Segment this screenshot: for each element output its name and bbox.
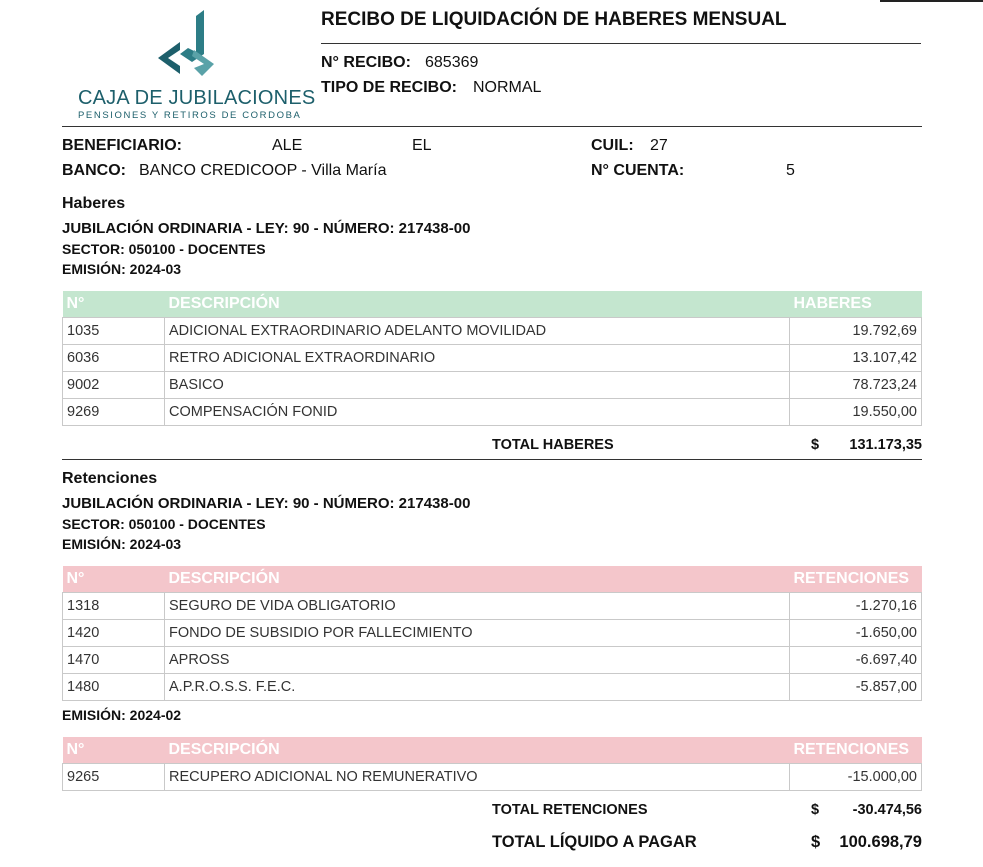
retenciones-section-title: Retenciones xyxy=(62,470,158,487)
retenciones-table-2 xyxy=(62,737,922,791)
table-row xyxy=(63,620,922,647)
row-description: RECUPERO ADICIONAL NO REMUNERATIVO xyxy=(165,764,790,791)
total-liquido-value: 100.698,79 xyxy=(839,833,922,851)
total-retenciones-currency: $ xyxy=(811,802,820,818)
haberes-total-divider xyxy=(62,459,922,460)
row-description: RETRO ADICIONAL EXTRAORDINARIO xyxy=(165,345,790,372)
beneficiario-value-b: EL xyxy=(412,137,432,154)
row-code: 1480 xyxy=(63,674,165,701)
row-amount: -15.000,00 xyxy=(790,764,922,791)
haberes-jubilacion: JUBILACIÓN ORDINARIA - LEY: 90 - NÚMERO: 217438-00 xyxy=(62,220,471,237)
row-description: BASICO xyxy=(165,372,790,399)
col-numero: N° xyxy=(63,566,165,593)
row-code: 1470 xyxy=(63,647,165,674)
row-description: APROSS xyxy=(165,647,790,674)
total-haberes-value: 131.173,35 xyxy=(849,437,922,453)
cuil-label: CUIL: xyxy=(591,137,634,154)
retenciones-header-row xyxy=(63,737,922,764)
retenciones-emision: EMISIÓN: 2024-03 xyxy=(62,536,182,552)
top-edge-line xyxy=(880,0,983,2)
retenciones-emision-2: EMISIÓN: 2024-02 xyxy=(62,707,182,723)
retenciones-table xyxy=(62,566,922,701)
table-row xyxy=(63,674,922,701)
col-retenciones: RETENCIONES xyxy=(790,737,922,764)
row-amount: -5.857,00 xyxy=(790,674,922,701)
beneficiario-label: BENEFICIARIO: xyxy=(62,137,182,154)
row-code: 1318 xyxy=(63,593,165,620)
row-code: 1035 xyxy=(63,318,165,345)
row-amount: -6.697,40 xyxy=(790,647,922,674)
total-liquido-currency: $ xyxy=(811,833,821,851)
row-description: A.P.R.O.S.S. F.E.C. xyxy=(165,674,790,701)
total-haberes-label: TOTAL HABERES xyxy=(492,437,614,453)
haberes-section-title: Haberes xyxy=(62,195,126,212)
row-amount: 13.107,42 xyxy=(790,345,922,372)
row-amount: 78.723,24 xyxy=(790,372,922,399)
row-code: 9265 xyxy=(63,764,165,791)
haberes-sector: SECTOR: 050100 - DOCENTES xyxy=(62,241,266,257)
table-row xyxy=(63,647,922,674)
caja-logo-icon xyxy=(158,10,216,80)
row-code: 1420 xyxy=(63,620,165,647)
total-haberes-currency: $ xyxy=(811,437,820,453)
haberes-emision: EMISIÓN: 2024-03 xyxy=(62,261,182,277)
row-description: SEGURO DE VIDA OBLIGATORIO xyxy=(165,593,790,620)
row-code: 6036 xyxy=(63,345,165,372)
total-retenciones-label: TOTAL RETENCIONES xyxy=(492,802,648,818)
retenciones-jubilacion: JUBILACIÓN ORDINARIA - LEY: 90 - NÚMERO: 217438-00 xyxy=(62,495,471,512)
header-divider xyxy=(62,126,922,127)
row-description: COMPENSACIÓN FONID xyxy=(165,399,790,426)
row-description: ADICIONAL EXTRAORDINARIO ADELANTO MOVILIDAD xyxy=(165,318,790,345)
total-retenciones-value: -30.474,56 xyxy=(852,802,922,818)
row-code: 9269 xyxy=(63,399,165,426)
row-amount: -1.270,16 xyxy=(790,593,922,620)
row-code: 9002 xyxy=(63,372,165,399)
cuenta-value: 5 xyxy=(786,162,795,179)
beneficiario-value-a: ALE xyxy=(272,137,303,154)
title-divider xyxy=(321,43,921,44)
row-amount: 19.550,00 xyxy=(790,399,922,426)
haberes-header-row xyxy=(63,291,922,318)
tipo-label: TIPO DE RECIBO: xyxy=(321,79,458,96)
tipo-value: NORMAL xyxy=(473,79,542,96)
page-title: RECIBO DE LIQUIDACIÓN DE HABERES MENSUAL xyxy=(321,9,787,30)
banco-label: BANCO: xyxy=(62,162,126,179)
recibo-label: N° RECIBO: xyxy=(321,54,411,71)
table-row xyxy=(63,399,922,426)
total-liquido-label: TOTAL LÍQUIDO A PAGAR xyxy=(492,833,697,851)
col-retenciones: RETENCIONES xyxy=(790,566,922,593)
haberes-table xyxy=(62,291,922,426)
col-descripcion: DESCRIPCIÓN xyxy=(165,737,790,764)
table-row xyxy=(63,318,922,345)
col-numero: N° xyxy=(63,291,165,318)
row-description: FONDO DE SUBSIDIO POR FALLECIMIENTO xyxy=(165,620,790,647)
cuenta-label: N° CUENTA: xyxy=(591,162,685,179)
col-haberes: HABERES xyxy=(790,291,922,318)
col-descripcion: DESCRIPCIÓN xyxy=(165,566,790,593)
col-descripcion: DESCRIPCIÓN xyxy=(165,291,790,318)
row-amount: 19.792,69 xyxy=(790,318,922,345)
logo-name: CAJA DE JUBILACIONES xyxy=(78,87,316,109)
row-amount: -1.650,00 xyxy=(790,620,922,647)
table-row xyxy=(63,372,922,399)
table-row xyxy=(63,593,922,620)
logo-subtitle: PENSIONES Y RETIROS DE CORDOBA xyxy=(78,110,302,121)
recibo-value: 685369 xyxy=(425,54,479,71)
retenciones-header-row xyxy=(63,566,922,593)
table-row xyxy=(63,764,922,791)
cuil-value: 27 xyxy=(650,137,668,154)
table-row xyxy=(63,345,922,372)
retenciones-sector: SECTOR: 050100 - DOCENTES xyxy=(62,516,266,532)
banco-value: BANCO CREDICOOP - Villa María xyxy=(139,162,387,179)
col-numero: N° xyxy=(63,737,165,764)
